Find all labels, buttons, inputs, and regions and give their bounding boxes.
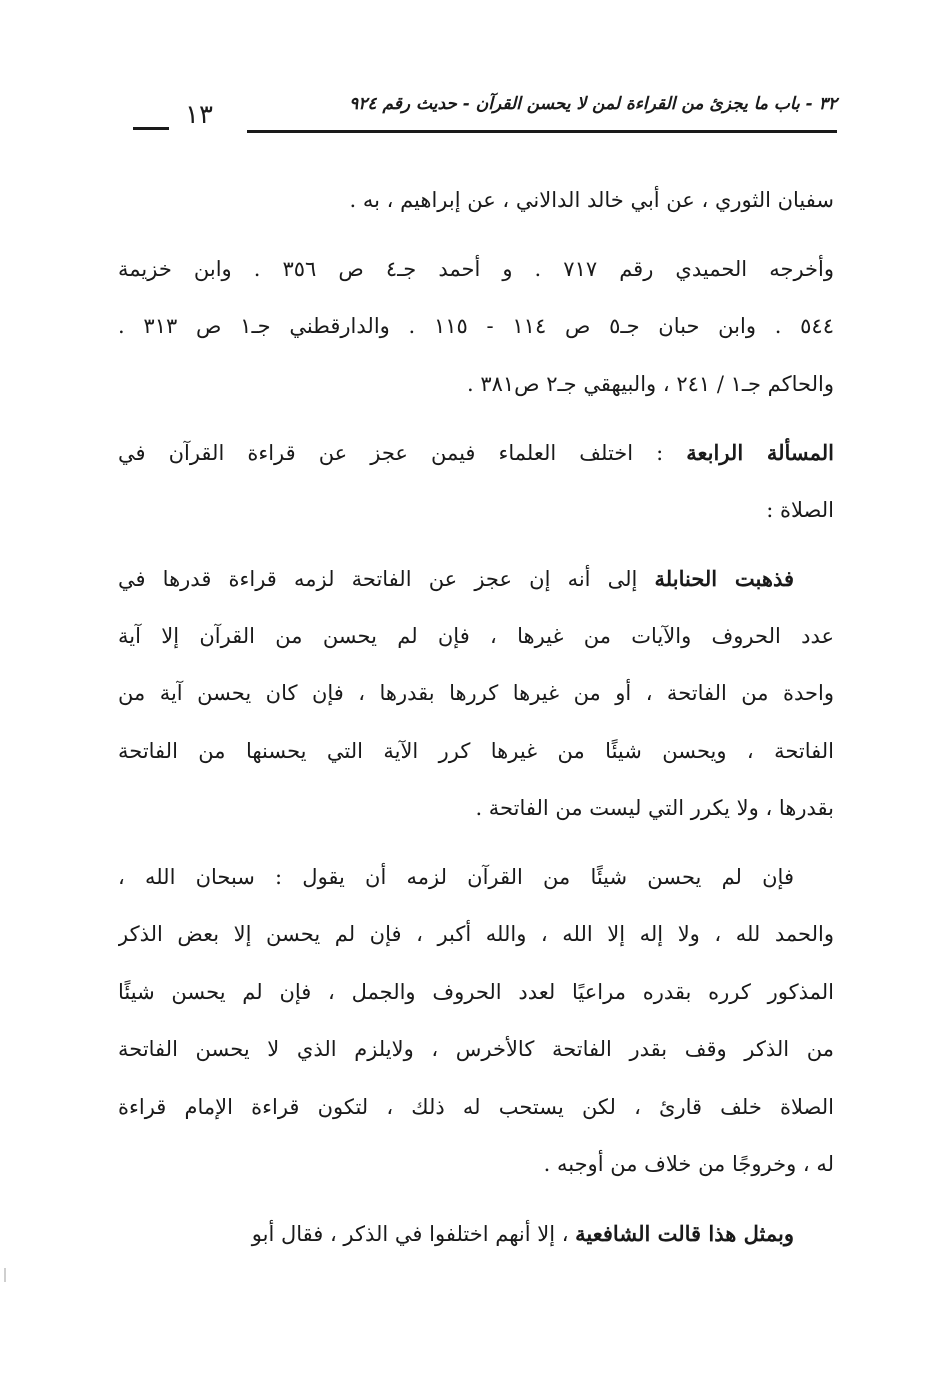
running-header	[125, 92, 837, 134]
bold-heading-phrase: المسألة الرابعة	[686, 440, 834, 465]
paragraph-gap	[118, 230, 834, 241]
text-run: فإن لم يحسن شيئًا من القرآن لزمه أن يقول : سبحان الله ،	[118, 864, 794, 889]
text-line	[118, 608, 834, 666]
page-number: ١٣	[185, 100, 213, 130]
text-line	[118, 723, 834, 781]
text-line	[118, 780, 834, 838]
text-run: ٥٤٤ . وابن حبان جـ٥ ص ١١٤ - ١١٥ . والدارقطني جـ١ ص ٣١٣ .	[118, 314, 834, 338]
paragraph	[118, 1205, 834, 1263]
paragraph	[118, 241, 834, 414]
text-line	[118, 1021, 834, 1079]
text-line	[118, 964, 834, 1022]
bold-heading-phrase: فذهبت الحنابلة	[654, 566, 795, 591]
text-line	[118, 906, 834, 964]
text-line	[118, 172, 834, 230]
text-line	[118, 1136, 834, 1194]
paragraph-gap	[118, 1194, 834, 1205]
text-run: ، إلا أنهم اختلفوا في الذكر ، فقال أبو	[251, 1221, 576, 1246]
text-run: الصلاة :	[766, 497, 834, 522]
text-run: عدد الحروف والآيات من غيرها ، فإن لم يحسن من القرآن إلا آية	[118, 623, 834, 648]
text-run: المذكور كرره بقدره مراعيًا لعدد الحروف والجمل ، فإن لم يحسن شيئًا	[118, 979, 834, 1004]
text-run: سفيان الثوري ، عن أبي خالد الدالاني ، عن إبراهيم ، به .	[349, 188, 834, 212]
margin-mark	[4, 1268, 6, 1282]
header-rule	[247, 130, 837, 133]
text-line	[118, 356, 834, 414]
paragraph	[118, 172, 834, 230]
paragraph	[118, 849, 834, 1194]
text-run: وأخرجه الحميدي رقم ٧١٧ . و أحمد جـ٤ ص ٣٥٦ . وابن خزيمة	[118, 256, 834, 281]
text-line	[118, 241, 834, 299]
chapter-title: ٣٢ - باب ما يجزئ من القراءة لمن لا يحسن القرآن - حديث رقم ٩٢٤	[349, 94, 837, 114]
text-run: الفاتحة ، ويحسن شيئًا من غيرها كرر الآية التي يحسنها من الفاتحة	[118, 738, 834, 763]
text-line	[118, 550, 834, 608]
text-run: له ، وخروجًا من خلاف من أوجبه .	[543, 1152, 834, 1176]
bold-heading-phrase: وبمثل هذا قالت الشافعية	[575, 1220, 794, 1246]
text-run: الصلاة خلف قارئ ، لكن يستحب له ذلك ، لتكون قراءة الإمام قراءة	[118, 1094, 834, 1119]
paragraph-gap	[118, 413, 834, 424]
text-run: واحدة من الفاتحة ، أو من غيرها كررها بقدرها ، فإن كان يحسن آية من	[118, 681, 834, 705]
text-line	[118, 1205, 834, 1263]
text-run: : اختلف العلماء فيمن عجز عن قراءة القرآن في	[118, 441, 687, 465]
text-line	[118, 482, 834, 540]
body-text	[118, 172, 834, 1262]
text-line	[118, 424, 834, 482]
text-line	[118, 1079, 834, 1137]
text-run: من الذكر وقف بقدر الفاتحة كالأخرس ، ولايلزم الذي لا يحسن الفاتحة	[118, 1037, 834, 1061]
text-line	[118, 665, 834, 723]
text-line	[118, 298, 834, 356]
paragraph	[118, 550, 834, 838]
paragraph-gap	[118, 838, 834, 849]
text-run: إلى أنه إن عجز عن الفاتحة لزمه قراءة قدرها في	[118, 567, 655, 591]
text-run: والحمد لله ، ولا إله إلا الله ، والله أكبر ، فإن لم يحسن إلا بعض الذكر	[118, 922, 834, 946]
paragraph-gap	[118, 539, 834, 550]
page-number-dash	[133, 127, 169, 130]
text-line	[118, 849, 834, 907]
text-run: والحاكم جـ١ / ٢٤١ ، والبيهقي جـ٢ ص٣٨١ .	[466, 371, 834, 396]
text-run: بقدرها ، ولا يكرر التي ليست من الفاتحة .	[475, 796, 834, 820]
paragraph	[118, 424, 834, 539]
